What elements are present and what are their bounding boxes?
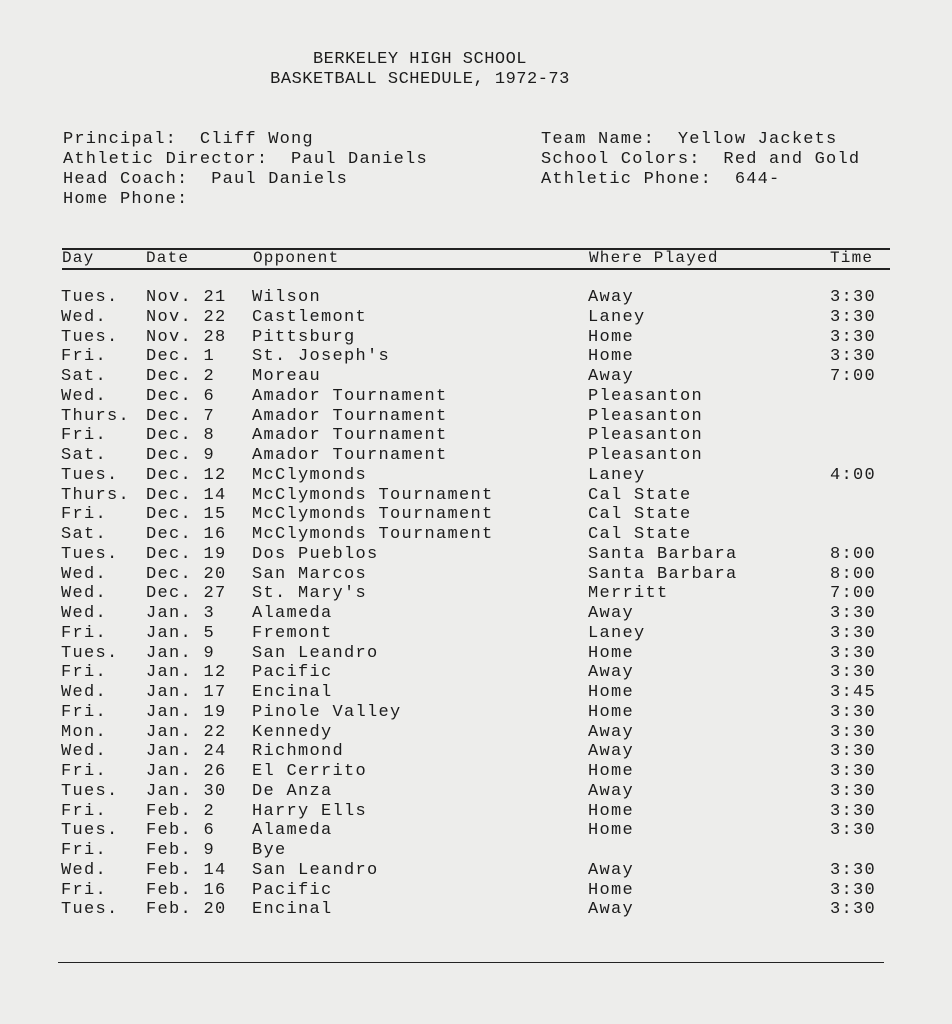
opponent-cell: Moreau xyxy=(252,367,322,386)
opponent-cell: Pacific xyxy=(252,880,333,900)
col-head-day: Day xyxy=(62,249,95,267)
time-cell: 3:30 xyxy=(830,643,877,663)
opponent-cell: San Marcos xyxy=(252,564,368,584)
where-played-cell: Away xyxy=(588,781,635,801)
table-row xyxy=(0,604,952,624)
where-played-cell: Away xyxy=(588,860,635,880)
time-cell: 3:30 xyxy=(830,762,877,781)
school-title: BERKELEY HIGH SCHOOL xyxy=(312,50,528,69)
table-row xyxy=(0,328,952,348)
day-cell: Tues. xyxy=(61,288,119,307)
date-cell: Nov. 28 xyxy=(146,327,227,347)
table-row xyxy=(0,545,952,565)
opponent-cell: El Cerrito xyxy=(252,762,368,781)
head-coach-line: Head Coach: Paul Daniels xyxy=(63,170,349,189)
date-cell: Jan. 30 xyxy=(146,781,227,801)
day-cell: Wed. xyxy=(61,683,108,702)
day-cell: Fri. xyxy=(61,426,108,446)
date-cell: Jan. 5 xyxy=(146,623,216,643)
day-cell: Fri. xyxy=(61,663,108,683)
day-cell: Tues. xyxy=(61,643,119,663)
where-played-cell: Home xyxy=(588,762,635,781)
where-played-cell: Cal State xyxy=(588,505,692,525)
time-cell: 3:30 xyxy=(830,327,877,347)
day-cell: Fri. xyxy=(61,623,108,643)
table-row xyxy=(0,624,952,644)
table-row xyxy=(0,347,952,367)
table-row xyxy=(0,466,952,486)
day-cell: Fri. xyxy=(61,505,108,525)
where-played-cell: Home xyxy=(588,643,635,663)
time-cell: 3:30 xyxy=(830,623,877,643)
date-cell: Jan. 3 xyxy=(146,604,216,623)
where-played-cell: Laney xyxy=(588,465,646,485)
date-cell: Jan. 24 xyxy=(146,742,227,762)
table-row xyxy=(0,367,952,387)
day-cell: Wed. xyxy=(61,604,108,623)
day-cell: Fri. xyxy=(61,347,108,367)
date-cell: Dec. 20 xyxy=(146,564,227,584)
time-cell: 7:00 xyxy=(830,367,877,386)
time-cell: 7:00 xyxy=(830,584,877,604)
time-cell: 3:30 xyxy=(830,742,877,762)
time-cell: 3:30 xyxy=(830,307,877,327)
table-row xyxy=(0,505,952,525)
day-cell: Tues. xyxy=(61,821,119,841)
date-cell: Feb. 14 xyxy=(146,860,227,880)
opponent-cell: Fremont xyxy=(252,623,333,643)
table-row xyxy=(0,683,952,703)
time-cell: 3:30 xyxy=(830,900,877,920)
table-row xyxy=(0,288,952,308)
time-cell: 3:30 xyxy=(830,722,877,742)
opponent-cell: Encinal xyxy=(252,683,333,702)
where-played-cell: Home xyxy=(588,880,635,900)
where-played-cell: Away xyxy=(588,367,635,386)
date-cell: Feb. 16 xyxy=(146,880,227,900)
time-cell: 3:30 xyxy=(830,604,877,623)
day-cell: Fri. xyxy=(61,702,108,722)
home-phone-line: Home Phone: xyxy=(63,190,189,209)
opponent-cell: McClymonds Tournament xyxy=(252,505,494,525)
day-cell: Thurs. xyxy=(61,406,131,426)
col-head-opponent: Opponent xyxy=(253,249,340,267)
table-row xyxy=(0,308,952,328)
athletic-phone-line: Athletic Phone: 644- xyxy=(541,170,781,189)
time-cell: 3:30 xyxy=(830,821,877,841)
opponent-cell: Castlemont xyxy=(252,307,368,327)
where-played-cell: Away xyxy=(588,604,635,623)
opponent-cell: San Leandro xyxy=(252,643,379,663)
where-played-cell: Away xyxy=(588,288,635,307)
opponent-cell: Amador Tournament xyxy=(252,406,448,426)
time-cell: 8:00 xyxy=(830,564,877,584)
where-played-cell: Pleasanton xyxy=(588,426,704,446)
date-cell: Dec. 9 xyxy=(146,446,216,465)
date-cell: Dec. 7 xyxy=(146,406,216,426)
opponent-cell: San Leandro xyxy=(252,860,379,880)
day-cell: Sat. xyxy=(61,446,108,465)
where-played-cell: Pleasanton xyxy=(588,386,704,406)
date-cell: Nov. 22 xyxy=(146,307,227,327)
date-cell: Dec. 6 xyxy=(146,386,216,406)
table-row xyxy=(0,663,952,683)
opponent-cell: Kennedy xyxy=(252,722,333,742)
table-row xyxy=(0,723,952,743)
day-cell: Wed. xyxy=(61,386,108,406)
date-cell: Dec. 12 xyxy=(146,465,227,485)
where-played-cell: Pleasanton xyxy=(588,446,704,465)
time-cell: 3:30 xyxy=(830,702,877,722)
where-played-cell: Merritt xyxy=(588,584,669,604)
where-played-cell: Home xyxy=(588,702,635,722)
date-cell: Dec. 15 xyxy=(146,505,227,525)
time-cell: 3:30 xyxy=(830,663,877,683)
principal-line: Principal: Cliff Wong xyxy=(63,130,314,149)
where-played-cell: Away xyxy=(588,663,635,683)
opponent-cell: McClymonds xyxy=(252,465,368,485)
table-row xyxy=(0,407,952,427)
opponent-cell: St. Joseph's xyxy=(252,347,391,367)
where-played-cell: Santa Barbara xyxy=(588,564,738,584)
opponent-cell: Encinal xyxy=(252,900,333,920)
table-row xyxy=(0,565,952,585)
date-cell: Feb. 2 xyxy=(146,801,216,821)
col-head-date: Date xyxy=(146,249,190,267)
time-cell: 3:30 xyxy=(830,288,877,307)
footer-rule xyxy=(58,962,884,963)
date-cell: Dec. 14 xyxy=(146,485,227,505)
day-cell: Sat. xyxy=(61,525,108,544)
time-cell: 3:30 xyxy=(830,880,877,900)
day-cell: Wed. xyxy=(61,564,108,584)
where-played-cell: Away xyxy=(588,742,635,762)
opponent-cell: Pittsburg xyxy=(252,327,356,347)
date-cell: Dec. 19 xyxy=(146,544,227,564)
time-cell: 3:30 xyxy=(830,347,877,367)
where-played-cell: Pleasanton xyxy=(588,406,704,426)
where-played-cell: Home xyxy=(588,327,635,347)
date-cell: Feb. 20 xyxy=(146,900,227,920)
table-row xyxy=(0,782,952,802)
table-row xyxy=(0,802,952,822)
opponent-cell: Pinole Valley xyxy=(252,702,402,722)
where-played-cell: Cal State xyxy=(588,485,692,505)
date-cell: Jan. 12 xyxy=(146,663,227,683)
opponent-cell: Amador Tournament xyxy=(252,426,448,446)
table-row xyxy=(0,387,952,407)
day-cell: Tues. xyxy=(61,900,119,920)
opponent-cell: Alameda xyxy=(252,821,333,841)
header-bottom-rule xyxy=(62,268,890,270)
opponent-cell: Harry Ells xyxy=(252,801,368,821)
day-cell: Mon. xyxy=(61,722,108,742)
athletic-director-line: Athletic Director: Paul Daniels xyxy=(63,150,428,169)
date-cell: Dec. 27 xyxy=(146,584,227,604)
table-row xyxy=(0,525,952,545)
school-colors-line: School Colors: Red and Gold xyxy=(541,150,861,169)
table-row xyxy=(0,584,952,604)
where-played-cell: Away xyxy=(588,900,635,920)
day-cell: Wed. xyxy=(61,307,108,327)
where-played-cell: Home xyxy=(588,347,635,367)
date-cell: Jan. 9 xyxy=(146,643,216,663)
table-row xyxy=(0,703,952,723)
table-row xyxy=(0,644,952,664)
day-cell: Thurs. xyxy=(61,485,131,505)
date-cell: Nov. 21 xyxy=(146,288,227,307)
where-played-cell: Laney xyxy=(588,623,646,643)
opponent-cell: McClymonds Tournament xyxy=(252,525,494,544)
table-row xyxy=(0,486,952,506)
table-row xyxy=(0,900,952,920)
day-cell: Wed. xyxy=(61,742,108,762)
table-row xyxy=(0,762,952,782)
table-row xyxy=(0,841,952,861)
where-played-cell: Away xyxy=(588,722,635,742)
day-cell: Fri. xyxy=(61,801,108,821)
col-head-time: Time xyxy=(830,249,874,267)
date-cell: Dec. 2 xyxy=(146,367,216,386)
date-cell: Dec. 16 xyxy=(146,525,227,544)
opponent-cell: McClymonds Tournament xyxy=(252,485,494,505)
day-cell: Wed. xyxy=(61,860,108,880)
date-cell: Jan. 17 xyxy=(146,683,227,702)
schedule-title: BASKETBALL SCHEDULE, 1972-73 xyxy=(270,70,570,89)
time-cell: 3:30 xyxy=(830,801,877,821)
table-row xyxy=(0,821,952,841)
col-head-where: Where Played xyxy=(589,249,719,267)
opponent-cell: Alameda xyxy=(252,604,333,623)
table-row xyxy=(0,881,952,901)
date-cell: Feb. 9 xyxy=(146,841,216,860)
day-cell: Tues. xyxy=(61,465,119,485)
date-cell: Dec. 1 xyxy=(146,347,216,367)
opponent-cell: St. Mary's xyxy=(252,584,368,604)
time-cell: 3:45 xyxy=(830,683,877,702)
opponent-cell: Richmond xyxy=(252,742,345,762)
time-cell: 3:30 xyxy=(830,860,877,880)
opponent-cell: Amador Tournament xyxy=(252,446,448,465)
day-cell: Tues. xyxy=(61,544,119,564)
opponent-cell: Dos Pueblos xyxy=(252,544,379,564)
where-played-cell: Home xyxy=(588,821,635,841)
where-played-cell: Home xyxy=(588,683,635,702)
date-cell: Jan. 22 xyxy=(146,722,227,742)
table-row xyxy=(0,861,952,881)
day-cell: Sat. xyxy=(61,367,108,386)
date-cell: Jan. 26 xyxy=(146,762,227,781)
date-cell: Jan. 19 xyxy=(146,702,227,722)
day-cell: Tues. xyxy=(61,781,119,801)
team-name-line: Team Name: Yellow Jackets xyxy=(541,130,838,149)
date-cell: Dec. 8 xyxy=(146,426,216,446)
time-cell: 4:00 xyxy=(830,465,877,485)
opponent-cell: Pacific xyxy=(252,663,333,683)
day-cell: Fri. xyxy=(61,762,108,781)
where-played-cell: Santa Barbara xyxy=(588,544,738,564)
table-row xyxy=(0,742,952,762)
where-played-cell: Home xyxy=(588,801,635,821)
opponent-cell: De Anza xyxy=(252,781,333,801)
opponent-cell: Amador Tournament xyxy=(252,386,448,406)
day-cell: Wed. xyxy=(61,584,108,604)
time-cell: 8:00 xyxy=(830,544,877,564)
where-played-cell: Laney xyxy=(588,307,646,327)
day-cell: Fri. xyxy=(61,880,108,900)
table-row xyxy=(0,446,952,466)
date-cell: Feb. 6 xyxy=(146,821,216,841)
table-row xyxy=(0,426,952,446)
time-cell: 3:30 xyxy=(830,781,877,801)
day-cell: Fri. xyxy=(61,841,108,860)
day-cell: Tues. xyxy=(61,327,119,347)
opponent-cell: Bye xyxy=(252,841,287,860)
opponent-cell: Wilson xyxy=(252,288,322,307)
where-played-cell: Cal State xyxy=(588,525,692,544)
